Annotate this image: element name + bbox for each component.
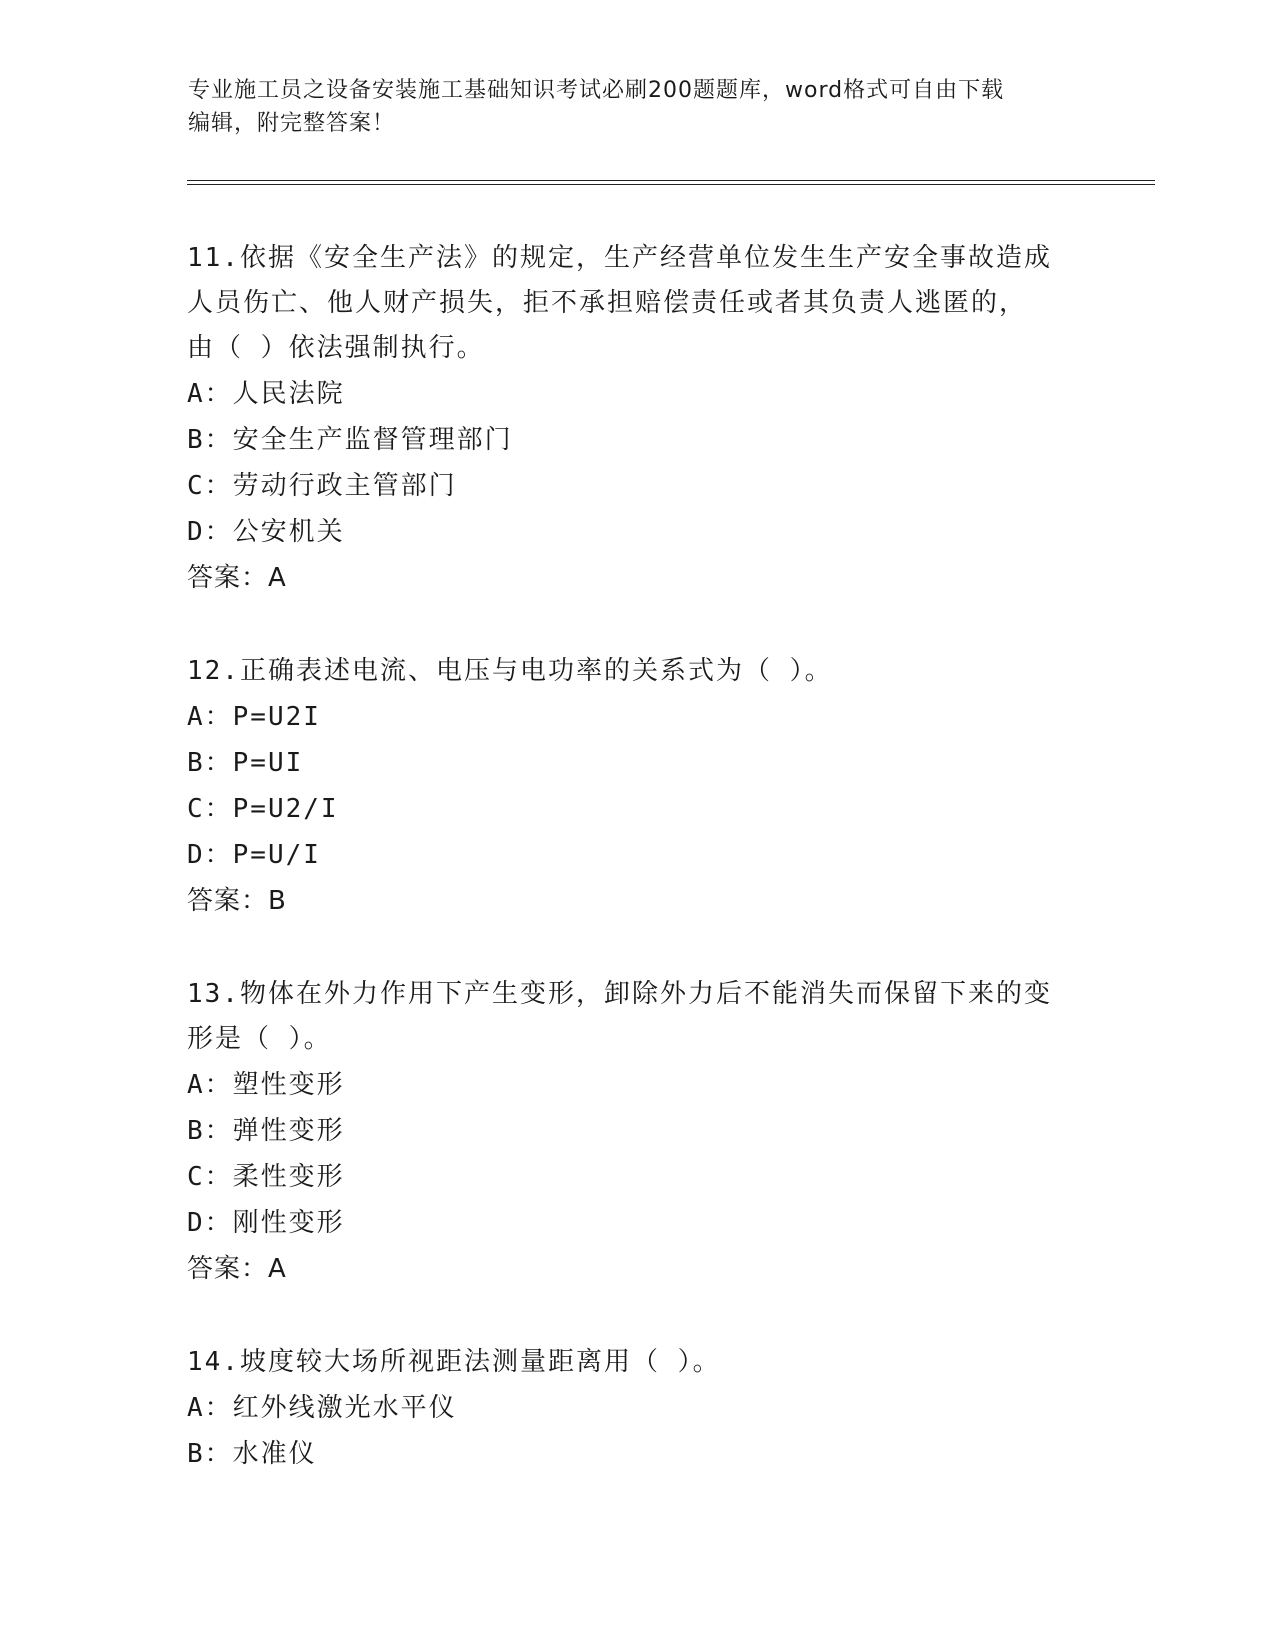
- question-stem-line: 由（ ）依法强制执行。: [187, 333, 485, 363]
- document-title: [188, 74, 1088, 140]
- option-b: B：安全生产监督管理部门: [187, 425, 513, 455]
- question-stem-line: 人员伤亡、他人财产损失，拒不承担赔偿责任或者其负责人逃匿的，: [187, 288, 1028, 318]
- question-stem-line: 14.坡度较大场所视距法测量距离用（ ）。: [187, 1347, 721, 1377]
- option-a: A：红外线激光水平仪: [187, 1393, 457, 1423]
- option-c: C：P=U2/I: [187, 794, 339, 824]
- question-12: [187, 649, 1087, 924]
- option-b: B：弹性变形: [187, 1116, 345, 1146]
- answer-line: 答案：B: [187, 886, 287, 916]
- question-stem-line: 13.物体在外力作用下产生变形，卸除外力后不能消失而保留下来的变: [187, 979, 1052, 1009]
- question-13: [187, 972, 1087, 1292]
- option-d: D：P=U/I: [187, 840, 321, 870]
- option-a: A：人民法院: [187, 379, 345, 409]
- option-c: C：柔性变形: [187, 1162, 345, 1192]
- question-14: [187, 1340, 1087, 1477]
- option-a: A：P=U2I: [187, 702, 321, 732]
- question-list: [187, 236, 1087, 1525]
- document-title-line-2: 编辑，附完整答案！: [188, 111, 396, 136]
- option-a: A：塑性变形: [187, 1070, 345, 1100]
- header-divider-bottom: [187, 184, 1155, 185]
- answer-line: 答案：A: [187, 563, 287, 593]
- header-divider-top: [187, 180, 1155, 181]
- option-b: B：水准仪: [187, 1439, 317, 1469]
- option-c: C：劳动行政主管部门: [187, 471, 457, 501]
- option-d: D：公安机关: [187, 517, 345, 547]
- document-title-line-1: 专业施工员之设备安装施工基础知识考试必刷200题题库，word格式可自由下载: [188, 78, 1005, 103]
- question-stem-line: 11.依据《安全生产法》的规定，生产经营单位发生生产安全事故造成: [187, 243, 1052, 273]
- option-b: B：P=UI: [187, 748, 304, 778]
- question-stem-line: 12.正确表述电流、电压与电功率的关系式为（ ）。: [187, 656, 833, 686]
- question-11: [187, 236, 1087, 601]
- answer-line: 答案：A: [187, 1254, 287, 1284]
- option-d: D：刚性变形: [187, 1208, 345, 1238]
- question-stem-line: 形是（ ）。: [187, 1024, 332, 1054]
